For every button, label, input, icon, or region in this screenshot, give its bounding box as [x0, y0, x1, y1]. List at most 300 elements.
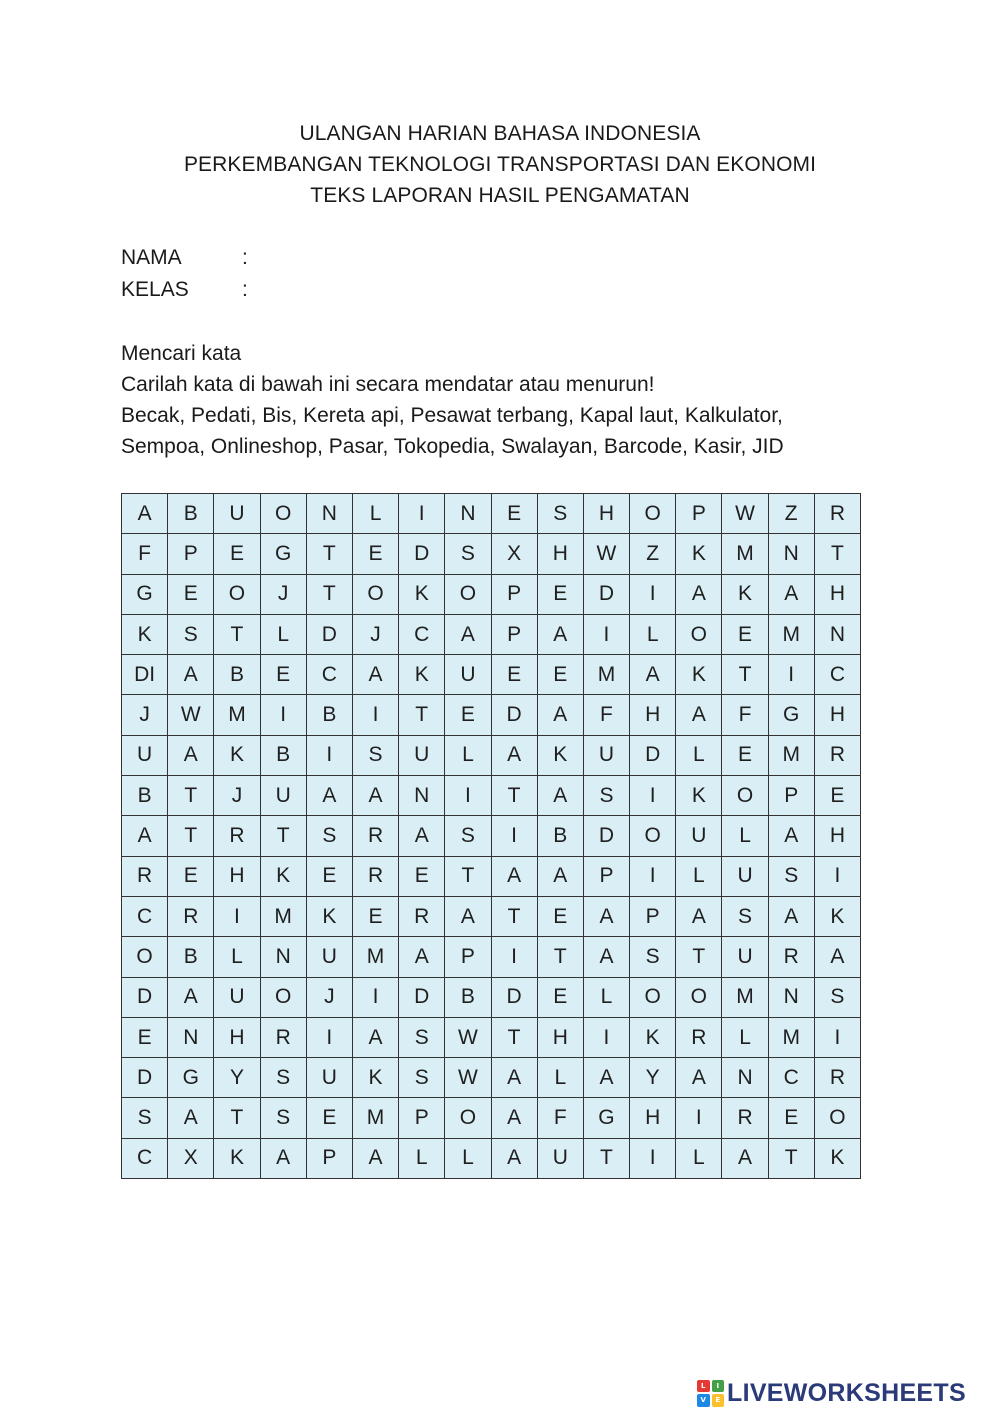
grid-cell[interactable]: A	[537, 695, 583, 735]
grid-cell[interactable]: E	[537, 896, 583, 936]
grid-cell[interactable]: S	[399, 1058, 445, 1098]
grid-cell[interactable]: I	[630, 856, 676, 896]
brand-name: LIVEWORKSHEETS	[727, 1378, 966, 1407]
grid-cell[interactable]: U	[214, 494, 260, 534]
grid-cell[interactable]: M	[768, 614, 814, 654]
word-list-line-2: Sempoa, Onlineshop, Pasar, Tokopedia, Swalayan, Barcode, Kasir, JID	[121, 435, 784, 458]
grid-cell[interactable]: A	[814, 937, 860, 977]
grid-cell[interactable]: U	[676, 816, 722, 856]
grid-cell[interactable]: U	[583, 735, 629, 775]
grid-cell[interactable]: H	[214, 856, 260, 896]
grid-cell[interactable]: I	[814, 1017, 860, 1057]
grid-cell[interactable]: N	[399, 776, 445, 816]
grid-cell[interactable]: N	[260, 937, 306, 977]
grid-cell[interactable]: S	[399, 1017, 445, 1057]
grid-cell[interactable]: D	[122, 977, 168, 1017]
grid-cell[interactable]: L	[676, 856, 722, 896]
grid-row	[122, 1058, 861, 1098]
grid-cell[interactable]: S	[260, 1098, 306, 1138]
grid-cell[interactable]: T	[722, 655, 768, 695]
grid-cell[interactable]: A	[260, 1138, 306, 1178]
grid-cell[interactable]: L	[260, 614, 306, 654]
grid-cell[interactable]: R	[168, 896, 214, 936]
grid-cell[interactable]: I	[814, 856, 860, 896]
grid-cell[interactable]: A	[399, 816, 445, 856]
grid-cell[interactable]: L	[630, 614, 676, 654]
grid-cell[interactable]: Z	[630, 534, 676, 574]
grid-cell[interactable]: K	[630, 1017, 676, 1057]
grid-cell[interactable]: H	[537, 534, 583, 574]
grid-cell[interactable]: K	[352, 1058, 398, 1098]
grid-cell[interactable]: F	[583, 695, 629, 735]
grid-cell[interactable]: K	[814, 1138, 860, 1178]
nama-separator: :	[242, 246, 248, 269]
grid-cell[interactable]: A	[306, 776, 352, 816]
grid-cell[interactable]: O	[122, 937, 168, 977]
grid-cell[interactable]: B	[122, 776, 168, 816]
grid-cell[interactable]: D	[399, 534, 445, 574]
grid-cell[interactable]: U	[306, 1058, 352, 1098]
grid-cell[interactable]: DI	[122, 655, 168, 695]
grid-cell[interactable]: A	[676, 574, 722, 614]
grid-cell[interactable]: F	[722, 695, 768, 735]
grid-cell[interactable]: I	[583, 614, 629, 654]
grid-cell[interactable]: E	[168, 856, 214, 896]
grid-cell[interactable]: A	[537, 856, 583, 896]
nama-field	[121, 246, 248, 270]
grid-cell[interactable]: J	[122, 695, 168, 735]
grid-cell[interactable]: R	[768, 937, 814, 977]
grid-cell[interactable]: W	[445, 1017, 491, 1057]
grid-row	[122, 494, 861, 534]
grid-cell[interactable]: F	[122, 534, 168, 574]
grid-cell[interactable]: A	[491, 735, 537, 775]
grid-cell[interactable]: M	[352, 1098, 398, 1138]
grid-cell[interactable]: J	[306, 977, 352, 1017]
grid-cell[interactable]: P	[768, 776, 814, 816]
grid-cell[interactable]: O	[630, 816, 676, 856]
grid-row	[122, 1017, 861, 1057]
grid-cell[interactable]: G	[768, 695, 814, 735]
grid-cell[interactable]: I	[768, 655, 814, 695]
grid-cell[interactable]: X	[491, 534, 537, 574]
grid-cell[interactable]: A	[676, 896, 722, 936]
grid-cell[interactable]: D	[122, 1058, 168, 1098]
grid-cell[interactable]: I	[306, 1017, 352, 1057]
grid-cell[interactable]: O	[676, 614, 722, 654]
grid-cell[interactable]: T	[537, 937, 583, 977]
grid-cell[interactable]: R	[814, 735, 860, 775]
grid-cell[interactable]: R	[352, 856, 398, 896]
grid-cell[interactable]: S	[445, 816, 491, 856]
logo-square: L	[697, 1380, 710, 1393]
grid-cell[interactable]: P	[676, 494, 722, 534]
grid-cell[interactable]: O	[630, 977, 676, 1017]
grid-cell[interactable]: B	[260, 735, 306, 775]
grid-cell[interactable]: D	[491, 695, 537, 735]
grid-cell[interactable]: C	[122, 1138, 168, 1178]
grid-cell[interactable]: K	[122, 614, 168, 654]
grid-cell[interactable]: H	[814, 695, 860, 735]
grid-cell[interactable]: T	[491, 896, 537, 936]
grid-cell[interactable]: U	[122, 735, 168, 775]
grid-cell[interactable]: W	[583, 534, 629, 574]
grid-cell[interactable]: H	[537, 1017, 583, 1057]
grid-cell[interactable]: K	[676, 776, 722, 816]
grid-cell[interactable]: T	[168, 776, 214, 816]
grid-cell[interactable]: U	[445, 655, 491, 695]
grid-cell[interactable]: P	[399, 1098, 445, 1138]
grid-cell[interactable]: P	[491, 614, 537, 654]
grid-cell[interactable]: U	[399, 735, 445, 775]
grid-cell[interactable]: E	[491, 655, 537, 695]
grid-cell[interactable]: M	[722, 534, 768, 574]
grid-cell[interactable]: D	[399, 977, 445, 1017]
kelas-label: KELAS	[121, 278, 189, 301]
grid-cell[interactable]: S	[814, 977, 860, 1017]
word-search-grid	[121, 493, 861, 1179]
grid-cell[interactable]: O	[630, 494, 676, 534]
grid-cell[interactable]: L	[445, 735, 491, 775]
grid-cell[interactable]: K	[537, 735, 583, 775]
grid-cell[interactable]: A	[122, 494, 168, 534]
grid-cell[interactable]: S	[168, 614, 214, 654]
grid-cell[interactable]: A	[491, 1138, 537, 1178]
grid-cell[interactable]: U	[722, 856, 768, 896]
grid-cell[interactable]: I	[630, 574, 676, 614]
grid-cell[interactable]: Y	[630, 1058, 676, 1098]
grid-cell[interactable]: L	[722, 1017, 768, 1057]
title-line-3: TEKS LAPORAN HASIL PENGAMATAN	[310, 184, 690, 207]
grid-cell[interactable]: I	[352, 695, 398, 735]
grid-cell[interactable]: J	[214, 776, 260, 816]
grid-cell[interactable]: M	[768, 1017, 814, 1057]
grid-cell[interactable]: E	[537, 574, 583, 614]
grid-cell[interactable]: L	[214, 937, 260, 977]
grid-cell[interactable]: P	[630, 896, 676, 936]
grid-cell[interactable]: G	[168, 1058, 214, 1098]
grid-cell[interactable]: T	[260, 816, 306, 856]
grid-cell[interactable]: P	[491, 574, 537, 614]
grid-cell[interactable]: A	[352, 776, 398, 816]
grid-cell[interactable]: K	[214, 1138, 260, 1178]
grid-cell[interactable]: L	[676, 1138, 722, 1178]
grid-cell[interactable]: A	[537, 614, 583, 654]
grid-cell[interactable]: K	[722, 574, 768, 614]
grid-cell[interactable]: A	[676, 1058, 722, 1098]
grid-cell[interactable]: N	[814, 614, 860, 654]
grid-cell[interactable]: U	[722, 937, 768, 977]
grid-cell[interactable]: N	[768, 534, 814, 574]
grid-cell[interactable]: C	[399, 614, 445, 654]
grid-cell[interactable]: A	[445, 614, 491, 654]
grid-cell[interactable]: T	[491, 1017, 537, 1057]
grid-cell[interactable]: S	[537, 494, 583, 534]
grid-cell[interactable]: S	[260, 1058, 306, 1098]
grid-cell[interactable]: L	[352, 494, 398, 534]
grid-cell[interactable]: G	[122, 574, 168, 614]
grid-cell[interactable]: E	[306, 1098, 352, 1138]
grid-cell[interactable]: S	[722, 896, 768, 936]
grid-cell[interactable]: A	[352, 1017, 398, 1057]
grid-cell[interactable]: A	[583, 937, 629, 977]
grid-cell[interactable]: N	[768, 977, 814, 1017]
grid-cell[interactable]: O	[814, 1098, 860, 1138]
grid-cell[interactable]: A	[676, 695, 722, 735]
grid-cell[interactable]: A	[352, 655, 398, 695]
grid-cell[interactable]: T	[214, 1098, 260, 1138]
grid-cell[interactable]: E	[399, 856, 445, 896]
grid-cell[interactable]: D	[491, 977, 537, 1017]
grid-cell[interactable]: O	[214, 574, 260, 614]
grid-cell[interactable]: N	[306, 494, 352, 534]
grid-row	[122, 735, 861, 775]
grid-cell[interactable]: A	[168, 655, 214, 695]
grid-cell[interactable]: E	[814, 776, 860, 816]
grid-cell[interactable]: T	[306, 574, 352, 614]
grid-cell[interactable]: N	[168, 1017, 214, 1057]
logo-square: E	[712, 1394, 725, 1407]
grid-cell[interactable]: E	[768, 1098, 814, 1138]
grid-cell[interactable]: J	[352, 614, 398, 654]
grid-cell[interactable]: K	[214, 735, 260, 775]
grid-cell[interactable]: A	[399, 937, 445, 977]
kelas-separator: :	[242, 278, 248, 301]
grid-cell[interactable]: F	[537, 1098, 583, 1138]
grid-cell[interactable]: T	[445, 856, 491, 896]
grid-cell[interactable]: A	[722, 1138, 768, 1178]
grid-cell[interactable]: P	[445, 937, 491, 977]
title-line-1: ULANGAN HARIAN BAHASA INDONESIA	[299, 122, 701, 145]
grid-row	[122, 977, 861, 1017]
grid-cell[interactable]: T	[676, 937, 722, 977]
grid-cell[interactable]: P	[168, 534, 214, 574]
grid-cell[interactable]: O	[352, 574, 398, 614]
grid-cell[interactable]: R	[399, 896, 445, 936]
grid-cell[interactable]: E	[445, 695, 491, 735]
grid-cell[interactable]: I	[676, 1098, 722, 1138]
grid-cell[interactable]: M	[768, 735, 814, 775]
grid-cell[interactable]: H	[814, 816, 860, 856]
grid-cell[interactable]: K	[399, 655, 445, 695]
grid-row	[122, 1098, 861, 1138]
grid-cell[interactable]: T	[583, 1138, 629, 1178]
grid-row	[122, 937, 861, 977]
grid-cell[interactable]: A	[352, 1138, 398, 1178]
grid-cell[interactable]: U	[214, 977, 260, 1017]
grid-cell[interactable]: L	[722, 816, 768, 856]
grid-cell[interactable]: K	[306, 896, 352, 936]
grid-cell[interactable]: A	[768, 896, 814, 936]
grid-cell[interactable]: A	[630, 655, 676, 695]
grid-cell[interactable]: S	[630, 937, 676, 977]
grid-cell[interactable]: M	[722, 977, 768, 1017]
grid-cell[interactable]: B	[445, 977, 491, 1017]
grid-cell[interactable]: T	[814, 534, 860, 574]
grid-row	[122, 614, 861, 654]
grid-cell[interactable]: H	[814, 574, 860, 614]
grid-cell[interactable]: C	[814, 655, 860, 695]
grid-cell[interactable]: M	[352, 937, 398, 977]
grid-cell[interactable]: H	[630, 695, 676, 735]
grid-cell[interactable]: D	[306, 614, 352, 654]
grid-cell[interactable]: W	[722, 494, 768, 534]
grid-cell[interactable]: L	[583, 977, 629, 1017]
grid-cell[interactable]: T	[168, 816, 214, 856]
grid-cell[interactable]: Y	[214, 1058, 260, 1098]
grid-cell[interactable]: H	[630, 1098, 676, 1138]
grid-row	[122, 534, 861, 574]
grid-cell[interactable]: S	[352, 735, 398, 775]
grid-cell[interactable]: T	[399, 695, 445, 735]
grid-cell[interactable]: J	[260, 574, 306, 614]
grid-cell[interactable]: S	[583, 776, 629, 816]
grid-cell[interactable]: M	[214, 695, 260, 735]
grid-cell[interactable]: B	[306, 695, 352, 735]
grid-cell[interactable]: E	[352, 534, 398, 574]
grid-cell[interactable]: E	[306, 856, 352, 896]
grid-cell[interactable]: O	[260, 494, 306, 534]
grid-row	[122, 1138, 861, 1178]
grid-cell[interactable]: O	[260, 977, 306, 1017]
grid-cell[interactable]: C	[768, 1058, 814, 1098]
grid-cell[interactable]: R	[214, 816, 260, 856]
grid-cell[interactable]: W	[445, 1058, 491, 1098]
grid-cell[interactable]: G	[583, 1098, 629, 1138]
grid-cell[interactable]: E	[122, 1017, 168, 1057]
grid-cell[interactable]: A	[122, 816, 168, 856]
grid-cell[interactable]: K	[260, 856, 306, 896]
grid-cell[interactable]: S	[122, 1098, 168, 1138]
grid-cell[interactable]: C	[122, 896, 168, 936]
grid-cell[interactable]: E	[352, 896, 398, 936]
grid-cell[interactable]: I	[214, 896, 260, 936]
grid-cell[interactable]: I	[260, 695, 306, 735]
grid-row	[122, 816, 861, 856]
grid-cell[interactable]: U	[306, 937, 352, 977]
grid-cell[interactable]: B	[214, 655, 260, 695]
title-line-2: PERKEMBANGAN TEKNOLOGI TRANSPORTASI DAN EKONOMI	[183, 153, 817, 176]
grid-cell[interactable]: P	[306, 1138, 352, 1178]
grid-cell[interactable]: S	[768, 856, 814, 896]
instructions-prompt: Carilah kata di bawah ini secara mendatar atau menurun!	[121, 373, 655, 396]
grid-cell[interactable]: R	[814, 494, 860, 534]
grid-cell[interactable]: X	[168, 1138, 214, 1178]
grid-cell[interactable]: A	[491, 1098, 537, 1138]
grid-cell[interactable]: R	[122, 856, 168, 896]
grid-cell[interactable]: T	[491, 776, 537, 816]
grid-cell[interactable]: A	[583, 1058, 629, 1098]
grid-cell[interactable]: I	[630, 776, 676, 816]
logo-square: I	[712, 1380, 725, 1393]
grid-cell[interactable]: E	[722, 735, 768, 775]
grid-cell[interactable]: A	[768, 816, 814, 856]
grid-cell[interactable]: R	[814, 1058, 860, 1098]
grid-cell[interactable]: A	[168, 977, 214, 1017]
word-list-line-1: Becak, Pedati, Bis, Kereta api, Pesawat terbang, Kapal laut, Kalkulator,	[121, 404, 783, 427]
grid-cell[interactable]: E	[260, 655, 306, 695]
grid-cell[interactable]: B	[168, 494, 214, 534]
grid-cell[interactable]: L	[676, 735, 722, 775]
grid-cell[interactable]: L	[399, 1138, 445, 1178]
grid-cell[interactable]: D	[583, 816, 629, 856]
grid-cell[interactable]: I	[491, 937, 537, 977]
grid-cell[interactable]: A	[168, 735, 214, 775]
grid-cell[interactable]: G	[260, 534, 306, 574]
grid-cell[interactable]: S	[306, 816, 352, 856]
grid-cell[interactable]: I	[399, 494, 445, 534]
grid-cell[interactable]: U	[537, 1138, 583, 1178]
grid-cell[interactable]: T	[214, 614, 260, 654]
grid-row	[122, 655, 861, 695]
grid-cell[interactable]: I	[583, 1017, 629, 1057]
grid-cell[interactable]: A	[537, 776, 583, 816]
grid-cell[interactable]: E	[214, 534, 260, 574]
grid-cell[interactable]: E	[168, 574, 214, 614]
grid-cell[interactable]: I	[306, 735, 352, 775]
grid-cell[interactable]: T	[306, 534, 352, 574]
grid-cell[interactable]: R	[352, 816, 398, 856]
grid-cell[interactable]: A	[445, 896, 491, 936]
grid-cell[interactable]: B	[168, 937, 214, 977]
grid-cell[interactable]: N	[722, 1058, 768, 1098]
grid-cell[interactable]: I	[352, 977, 398, 1017]
grid-cell[interactable]: Z	[768, 494, 814, 534]
grid-cell[interactable]: O	[722, 776, 768, 816]
grid-cell[interactable]: D	[630, 735, 676, 775]
grid-cell[interactable]: E	[537, 655, 583, 695]
grid-cell[interactable]: L	[445, 1138, 491, 1178]
grid-cell[interactable]: H	[214, 1017, 260, 1057]
grid-cell[interactable]: E	[722, 614, 768, 654]
grid-cell[interactable]: B	[537, 816, 583, 856]
logo-square: V	[697, 1394, 710, 1407]
grid-cell[interactable]: M	[260, 896, 306, 936]
grid-cell[interactable]: A	[583, 896, 629, 936]
grid-cell[interactable]: T	[768, 1138, 814, 1178]
grid-cell[interactable]: W	[168, 695, 214, 735]
grid-cell[interactable]: U	[260, 776, 306, 816]
grid-cell[interactable]: K	[676, 655, 722, 695]
grid-cell[interactable]: E	[537, 977, 583, 1017]
grid-cell[interactable]: H	[583, 494, 629, 534]
grid-cell[interactable]: L	[537, 1058, 583, 1098]
grid-cell[interactable]: K	[399, 574, 445, 614]
grid-cell[interactable]: I	[491, 816, 537, 856]
grid-cell[interactable]: O	[445, 574, 491, 614]
grid-cell[interactable]: C	[306, 655, 352, 695]
grid-cell[interactable]: O	[445, 1098, 491, 1138]
grid-cell[interactable]: N	[445, 494, 491, 534]
grid-cell[interactable]: E	[491, 494, 537, 534]
grid-cell[interactable]: I	[445, 776, 491, 816]
grid-cell[interactable]: R	[676, 1017, 722, 1057]
grid-cell[interactable]: A	[168, 1098, 214, 1138]
grid-cell[interactable]: A	[768, 574, 814, 614]
grid-cell[interactable]: R	[260, 1017, 306, 1057]
grid-cell[interactable]: A	[491, 1058, 537, 1098]
grid-cell[interactable]: R	[722, 1098, 768, 1138]
grid-cell[interactable]: O	[676, 977, 722, 1017]
grid-cell[interactable]: I	[630, 1138, 676, 1178]
grid-cell[interactable]: D	[583, 574, 629, 614]
grid-cell[interactable]: M	[583, 655, 629, 695]
grid-cell[interactable]: K	[676, 534, 722, 574]
grid-cell[interactable]: A	[491, 856, 537, 896]
grid-cell[interactable]: S	[445, 534, 491, 574]
grid-cell[interactable]: K	[814, 896, 860, 936]
grid-cell[interactable]: P	[583, 856, 629, 896]
